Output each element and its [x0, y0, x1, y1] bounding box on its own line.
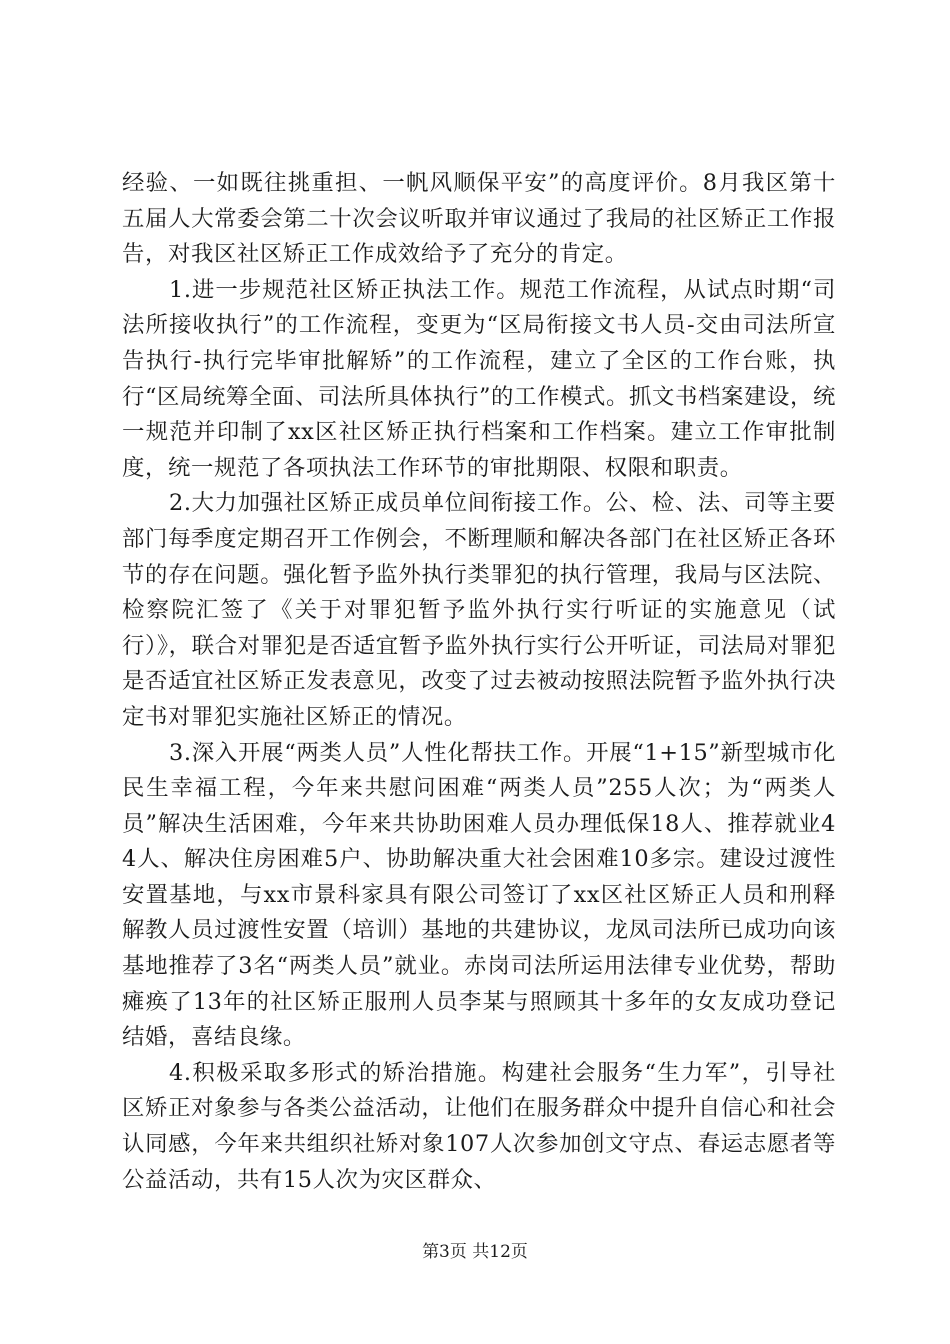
paragraph-item-2: 2.大力加强社区矫正成员单位间衔接工作。公、检、法、司等主要部门每季度定期召开工作例会，不断理顺和解决各部门在社区矫正各环节的存在问题。强化暂予监外执行类罪犯的执行管理，我局与区法院、检察院汇签了《关于对罪犯暂予监外执行实行听证的实施意见（试行）》，联合对罪犯是否适宜暂予监外执行实行公开听证，司法局对罪犯是否适宜社区矫正发表意见，改变了过去被动按照法院暂予监外执行决定书对罪犯实施社区矫正的情况。 [122, 490, 836, 730]
paragraph-item-4: 4.积极采取多形式的矫治措施。构建社会服务“生力军”，引导社区矫正对象参与各类公益活动，让他们在服务群众中提升自信心和社会认同感，今年来共组织社矫对象107人次参加创文守点、春运志愿者等公益活动，共有15人次为灾区群众、 [122, 1059, 836, 1193]
paragraph-continuation: 经验、一如既往挑重担、一帆风顺保平安”的高度评价。8月我区第十五届人大常委会第二十次会议听取并审议通过了我局的社区矫正工作报告，对我区社区矫正工作成效给予了充分的肯定。 [122, 170, 836, 268]
document-body [122, 166, 836, 1198]
paragraph-item-3: 3.深入开展“两类人员”人性化帮扶工作。开展“1+15”新型城市化民生幸福工程，今年来共慰问困难“两类人员”255人次；为“两类人员”解决生活困难，今年来共协助困难人员办理低保18人、推荐就业44人、解决住房困难5户、协助解决重大社会困难10多宗。建设过渡性安置基地，与xx市景科家具有限公司签订了xx区社区矫正人员和刑释解教人员过渡性安置（培训）基地的共建协议，龙凤司法所已成功向该基地推荐了3名“两类人员”就业。赤岗司法所运用法律专业优势，帮助瘫痪了13年的社区矫正服刑人员李某与照顾其十多年的女友成功登记结婚，喜结良缘。 [122, 739, 836, 1051]
paragraph-item-1: 1.进一步规范社区矫正执法工作。规范工作流程，从试点时期“司法所接收执行”的工作流程，变更为“区局衔接文书人员-交由司法所宣告执行-执行完毕审批解矫”的工作流程，建立了全区的工作台账，执行“区局统筹全面、司法所具体执行”的工作模式。抓文书档案建设，统一规范并印制了xx区社区矫正执行档案和工作档案。建立工作审批制度，统一规范了各项执法工作环节的审批期限、权限和职责。 [122, 276, 836, 481]
page-number-footer: 第3页 共12页 [422, 1242, 528, 1262]
